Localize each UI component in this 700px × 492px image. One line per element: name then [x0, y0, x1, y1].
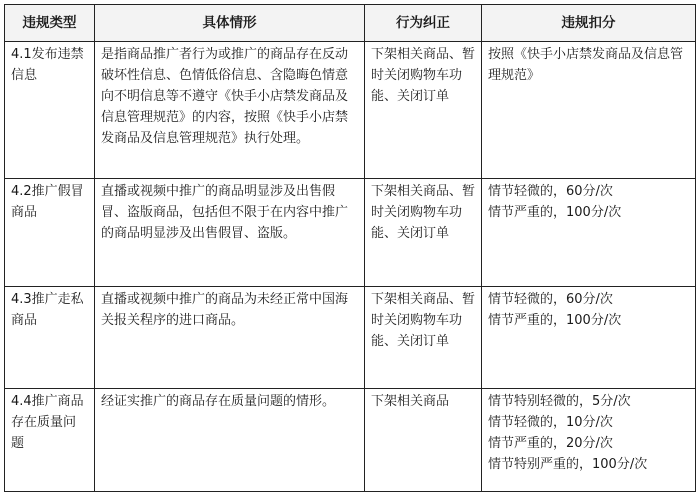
cell-situation: 是指商品推广者行为或推广的商品存在反动破坏性信息、色情低俗信息、含隐晦色情意向不明信息等不遵守《快手小店禁发商品及信息管理规范》的内容，按照《快手小店禁发商品及信息管理规范》执行处理。 — [95, 42, 365, 179]
header-correction: 行为纠正 — [365, 5, 482, 42]
cell-violation-type: 4.2推广假冒商品 — [5, 179, 95, 287]
cell-penalty — [482, 42, 696, 179]
penalty-line: 情节轻微的，60分/次 — [488, 292, 613, 307]
penalty-line: 按照《快手小店禁发商品及信息管理规范》 — [488, 47, 684, 83]
cell-correction: 下架相关商品、暂时关闭购物车功能、关闭订单 — [365, 42, 482, 179]
table-row — [5, 389, 696, 492]
cell-violation-type: 4.3推广走私商品 — [5, 287, 95, 389]
cell-correction: 下架相关商品、暂时关闭购物车功能、关闭订单 — [365, 179, 482, 287]
penalty-line: 情节轻微的，60分/次 — [488, 184, 613, 199]
violation-rules-table — [4, 4, 696, 492]
table-row — [5, 42, 696, 179]
header-row — [5, 5, 696, 42]
penalty-line: 情节特别轻微的，5分/次 — [488, 394, 631, 409]
penalty-line: 情节严重的，100分/次 — [488, 205, 622, 220]
cell-penalty — [482, 179, 696, 287]
penalty-line: 情节轻微的，10分/次 — [488, 415, 613, 430]
cell-violation-type: 4.1发布违禁信息 — [5, 42, 95, 179]
header-penalty: 违规扣分 — [482, 5, 696, 42]
cell-situation: 直播或视频中推广的商品明显涉及出售假冒、盗版商品，包括但不限于在内容中推广的商品明显涉及出售假冒、盗版。 — [95, 179, 365, 287]
cell-penalty — [482, 287, 696, 389]
cell-violation-type: 4.4推广商品存在质量问题 — [5, 389, 95, 492]
cell-situation: 直播或视频中推广的商品为未经正常中国海关报关程序的进口商品。 — [95, 287, 365, 389]
penalty-line: 情节严重的，20分/次 — [488, 436, 613, 451]
header-situation: 具体情形 — [95, 5, 365, 42]
cell-correction: 下架相关商品、暂时关闭购物车功能、关闭订单 — [365, 287, 482, 389]
penalty-line: 情节严重的，100分/次 — [488, 313, 622, 328]
table-row — [5, 287, 696, 389]
cell-penalty — [482, 389, 696, 492]
header-violation-type: 违规类型 — [5, 5, 95, 42]
cell-correction: 下架相关商品 — [365, 389, 482, 492]
penalty-line: 情节特别严重的，100分/次 — [488, 457, 648, 472]
cell-situation: 经证实推广的商品存在质量问题的情形。 — [95, 389, 365, 492]
table-row — [5, 179, 696, 287]
